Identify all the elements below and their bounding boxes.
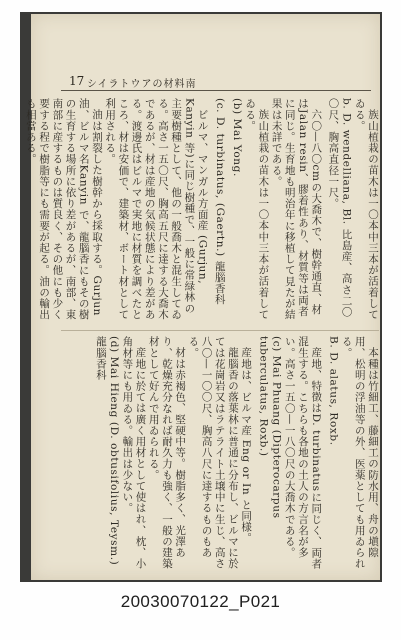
- book-page: [24, 14, 380, 580]
- page-header: [61, 72, 371, 91]
- paragraph: 油は割裂した樹幹から採取する。Gurjun 油、ビルマ名Kanyin で、龍腦香にもその樹の生育する場所に依り差があるが、南部、東南部に産するものは質良く、その他にも少く要する程で樹脂等にも需要が起る。油の輸出も相當ある。: [24, 98, 103, 321]
- image-caption: 20030070122_P021: [120, 592, 281, 611]
- paragraph: 族山植栽の苗木は一〇本中三本が活着してゐる。: [244, 98, 270, 320]
- paragraph: 族山植栽の苗木は一〇本中三本が活着してゐる。: [353, 98, 379, 320]
- column-divider: [61, 330, 379, 331]
- running-title: シイラトウアの材料南: [87, 79, 197, 90]
- paragraph: 材は赤褐色、堅硬中等。樹脂多く、光澤あり、乾燥充分なれば耐久力も強く、一般の建築材として好んで用ゐられる。: [147, 336, 187, 570]
- section-heading: (b) Mai Yong.: [230, 98, 243, 177]
- paragraph: 六〇—八〇cmの大喬木で、樹幹通直、材はJalan resin、膠着性あり、材質等は両者に同じ。生育地も明治年に移植して見たが結果は未詳である。: [270, 98, 323, 320]
- text-column-top: [24, 98, 379, 324]
- paragraph: 産地は、ビルマ産 Eng or In と同様。: [240, 346, 253, 544]
- species-heading: (c. D. turbinatus, (Gaertn.) 龍腦香科: [213, 98, 226, 306]
- paragraph: 本種は竹細工、藤細工の防水用、舟の塡隙用、松明の浮油等の外、医薬としても用ゐられる。: [340, 336, 379, 570]
- paragraph: 龍腦香の落葉林に普通に分布し、ビルマに於ては花崗岩又はラテライト土壌中に生じ、高さ八〇—一〇〇尺、胸高八尺に達するものもある。: [187, 336, 239, 570]
- section-heading: (c) Mai Phuang (Dipterocarpus tuberculatus, Roxb.): [257, 336, 283, 519]
- text-column-bottom: [61, 336, 379, 576]
- species-heading: B. D. alatus, Roxb.: [327, 336, 340, 446]
- paragraph: 産地、特徴はD. turbinatusに同じく、両者混生する。こちらも各地の土人の方言名が多い。高さ一五〇—一八〇尺の大喬木である。: [283, 336, 323, 569]
- paragraph: b. D. wendelliana, Bl. 比島産、高さ二〇〇尺、胸高直径一尺。: [327, 98, 353, 318]
- paragraph: ビルマ、マンガル方面産 (Gurjun, Kanyin 等)に同じ樹種で、一般に常緑林の主要樹種として、他の一般喬木と混生してゐる。高さ一五〇尺、胸高五尺に達する大喬木であるが、材は産地の気候状態により差がある。渡邊氏はビルマで実地に材質を調べたところ、材は安価で、建築材、ボート材として利用される。: [104, 98, 209, 320]
- section-heading: (d) Mai Hieng (D. obtusifolius, Teysm.) 龍腦香科: [94, 336, 121, 566]
- page-number: 17: [69, 74, 85, 88]
- paragraph: 産地に於ては廣く用材として使はれ、枕、小角材等にも用ゐる。輸出は少ない。: [121, 336, 147, 569]
